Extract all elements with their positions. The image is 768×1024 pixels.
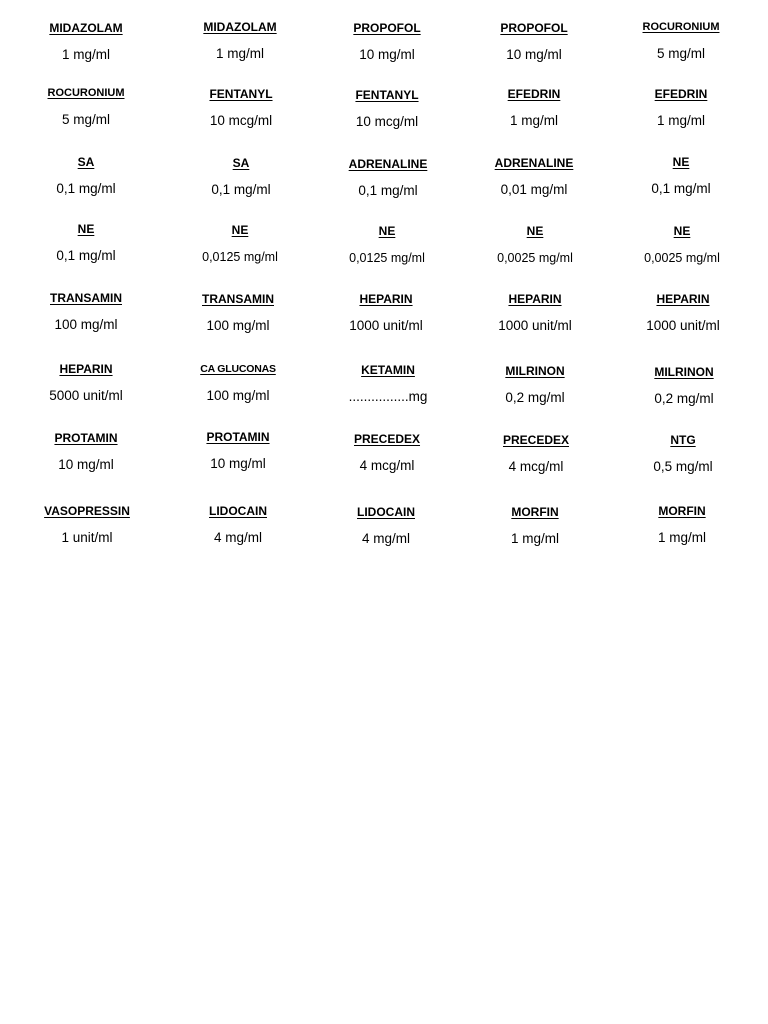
drug-name: NE [673,224,691,238]
drug-name: CA GLUCONAS [200,363,276,375]
drug-concentration: 10 mg/ml [58,457,114,472]
drug-concentration: 10 mcg/ml [355,114,419,129]
drug-concentration: 0,1 mg/ml [56,181,116,196]
drug-name: FENTANYL [209,87,273,101]
drug-concentration: 0,1 mg/ml [358,183,418,198]
drug-name: NE [231,223,249,237]
drug-name: FENTANYL [355,88,419,102]
drug-concentration: 1 mg/ml [657,530,706,545]
drug-concentration: 1000 unit/ml [498,318,572,333]
drug-concentration: 4 mg/ml [213,530,262,545]
drug-name: EFEDRIN [654,87,708,101]
drug-concentration: ................mg [348,389,428,404]
drug-concentration: 100 mg/ml [54,317,118,332]
drug-name: PROTAMIN [206,430,270,444]
drug-concentration: 4 mcg/ml [359,458,415,473]
drug-name: PROPOFOL [353,21,421,35]
drug-name: PRECEDEX [502,433,570,447]
drug-concentration: 0,0025 mg/ml [497,251,573,265]
drug-concentration: 1 unit/ml [61,530,113,545]
drug-name: SA [232,156,250,170]
drug-name: MORFIN [658,504,706,518]
drug-name: MILRINON [505,364,565,378]
drug-concentration: 10 mg/ml [506,47,562,62]
drug-concentration: 4 mcg/ml [508,459,564,474]
drug-name: TRANSAMIN [50,291,122,305]
drug-name: MIDAZOLAM [49,21,123,35]
drug-name: NTG [670,433,696,447]
drug-name: LIDOCAIN [357,505,415,519]
drug-name: MORFIN [511,505,559,519]
drug-name: PRECEDEX [353,432,421,446]
drug-concentration: 1 mg/ml [656,113,705,128]
drug-concentration: 10 mg/ml [210,456,266,471]
drug-concentration: 10 mcg/ml [209,113,273,128]
drug-name: LIDOCAIN [209,504,267,518]
drug-concentration: 100 mg/ml [206,318,270,333]
drug-name: MIDAZOLAM [203,20,277,34]
drug-name: SA [77,155,95,169]
drug-concentration: 0,0125 mg/ml [202,250,278,264]
drug-concentration: 0,0125 mg/ml [349,251,425,265]
drug-name: HEPARIN [359,292,413,306]
drug-name: ROCURONIUM [642,21,720,33]
drug-name: ROCURONIUM [47,87,125,99]
drug-name: MILRINON [654,365,714,379]
drug-concentration: 4 mg/ml [361,531,410,546]
drug-name: NE [672,155,690,169]
drug-name: VASOPRESSIN [44,504,130,518]
drug-name: NE [526,224,544,238]
drug-concentration: 5000 unit/ml [49,388,123,403]
drug-concentration: 1000 unit/ml [349,318,423,333]
drug-name: TRANSAMIN [202,292,274,306]
drug-name: ADRENALINE [348,157,428,171]
drug-concentration: 5 mg/ml [656,46,705,61]
drug-name: EFEDRIN [507,87,561,101]
drug-name: HEPARIN [508,292,562,306]
drug-name: HEPARIN [59,362,113,376]
drug-concentration: 0,0025 mg/ml [644,251,720,265]
drug-concentration: 0,2 mg/ml [505,390,565,405]
drug-concentration: 0,01 mg/ml [500,182,568,197]
drug-concentration: 1 mg/ml [509,113,558,128]
drug-concentration: 0,5 mg/ml [653,459,713,474]
drug-name: NE [378,224,396,238]
drug-name: NE [77,222,95,236]
drug-concentration: 0,1 mg/ml [651,181,711,196]
drug-concentration: 100 mg/ml [206,388,270,403]
drug-name: KETAMIN [361,363,415,377]
drug-name: HEPARIN [656,292,710,306]
drug-name: ADRENALINE [494,156,574,170]
drug-concentration: 0,1 mg/ml [211,182,271,197]
drug-name: PROTAMIN [54,431,118,445]
drug-concentration: 5 mg/ml [61,112,110,127]
drug-concentration: 1000 unit/ml [646,318,720,333]
drug-concentration: 1 mg/ml [510,531,559,546]
drug-concentration: 1 mg/ml [215,46,264,61]
drug-concentration: 1 mg/ml [61,47,110,62]
drug-concentration: 0,2 mg/ml [654,391,714,406]
drug-name: PROPOFOL [500,21,568,35]
drug-concentration: 0,1 mg/ml [56,248,116,263]
drug-concentration: 10 mg/ml [359,47,415,62]
